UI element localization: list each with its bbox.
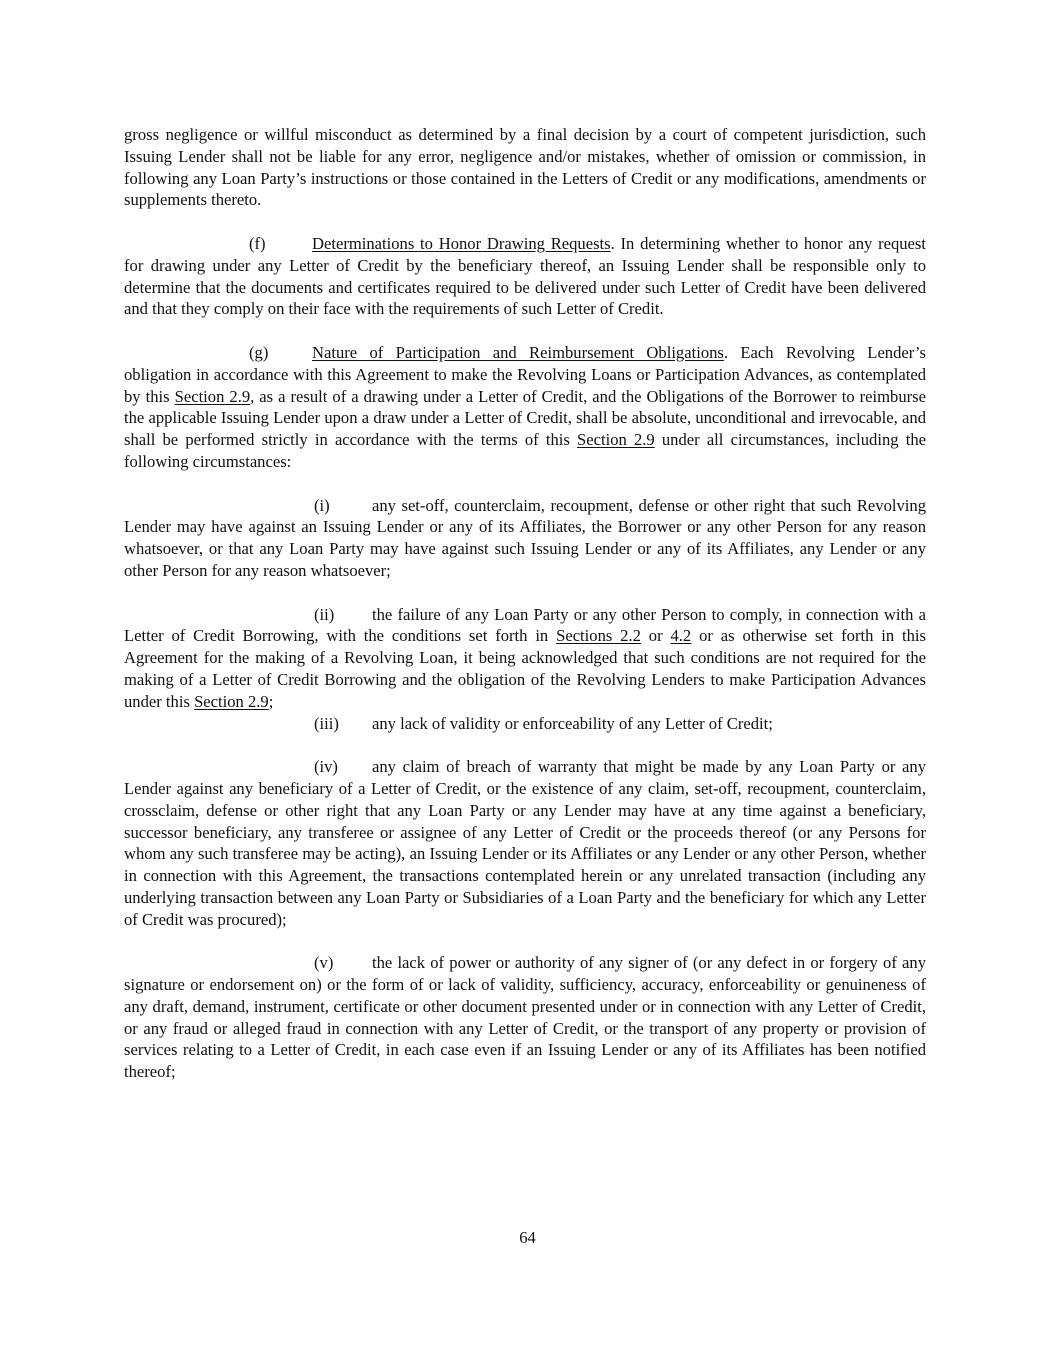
clause-iv-label: (iv) (314, 757, 338, 777)
clause-ii-ref-1: Sections 2.2 (556, 626, 641, 646)
paragraph-intro-text: gross negligence or willful misconduct as determined by a final decision by a court of competent jurisdiction, such Issuing Lender shall not be liable for any error, negligence and/or mistakes, whether of omission or commission, in following any Loan Party’s instructions or those contained in the Letters of Credit or any modifications, amendments or supplements thereto. (124, 125, 926, 210)
document-body (124, 124, 926, 1083)
section-f-heading: Determinations to Honor Drawing Requests (312, 233, 611, 253)
section-g-ref-1: Section 2.9 (174, 386, 251, 406)
clause-ii-ref-2: 4.2 (670, 626, 692, 646)
section-g (124, 342, 926, 473)
clause-iii (124, 713, 926, 735)
section-g-text-3: under all circumstances, including the following circumstances: (124, 430, 927, 471)
clause-ii (124, 604, 926, 713)
paragraph-intro (124, 124, 926, 211)
section-g-text-1: . Each Revolving Lender’s obligation in accordance with this Agreement to make the Revolving Loans or Participation Advances, as contemplated by this (124, 342, 926, 406)
clause-iv-text: any claim of breach of warranty that might be made by any Loan Party or any Lender against any beneficiary of a Letter of Credit, or the existence of any claim, set-off, recoupment, counterclaim, crossclaim, defense or other right that any Loan Party or any Lender may have at any time against a beneficiary, successor beneficiary, any transferee or assignee of any Letter of Credit or the proceeds thereof (or any Persons for whom any such transferee may be acting), an Issuing Lender or its Affiliates or any Lender or any other Person, whether in connection with this Agreement, the transactions contemplated herein or any unrelated transaction (including any underlying transaction between any Loan Party or Subsidiaries of a Loan Party and the beneficiary for which any Letter of Credit was procured); (124, 757, 926, 929)
clause-iv (124, 756, 926, 930)
clause-ii-text-2: or (640, 626, 671, 646)
clause-ii-text-3: or as otherwise set forth in this Agreement for the making of a Revolving Loan, it being acknowledged that such conditions are not required for the making of a Letter of Credit Borrowing and the obligation of the Revolving Lenders to make Participation Advances under this (124, 626, 926, 711)
clause-v-text: the lack of power or authority of any signer of (or any defect in or forgery of any signature or endorsement on) or the form of or lack of validity, sufficiency, accuracy, enforceability or genuineness of any draft, demand, instrument, certificate or other document presented under or in connection with any Letter of Credit, or any fraud or alleged fraud in connection with any Letter of Credit, or the transport of any property or provision of services relating to a Letter of Credit, in each case even if an Issuing Lender or any of its Affiliates has been notified thereof; (124, 953, 926, 1082)
clause-ii-label: (ii) (314, 604, 335, 624)
clause-ii-text-1: the failure of any Loan Party or any other Person to comply, in connection with a Letter of Credit Borrowing, with the conditions set forth in (124, 604, 926, 646)
clause-iii-text: any lack of validity or enforceability of any Letter of Credit; (372, 713, 773, 733)
section-f-label: (f) (249, 233, 266, 253)
clause-ii-text-4: ; (268, 691, 274, 711)
page-number: 64 (519, 1228, 536, 1247)
section-g-label: (g) (249, 342, 269, 362)
clause-i-text: any set-off, counterclaim, recoupment, defense or other right that such Revolving Lender may have against an Issuing Lender or any of its Affiliates, the Borrower or any other Person for any reason whatsoever, or that any Loan Party may have against such Issuing Lender or any of its Affiliates, any Lender or any other Person for any reason whatsoever; (124, 495, 926, 580)
clause-ii-ref-3: Section 2.9 (194, 691, 269, 711)
clause-iii-label: (iii) (314, 713, 339, 733)
section-g-text-2: , as a result of a drawing under a Letter of Credit, and the Obligations of the Borrower to reimburse the applicable Issuing Lender upon a draw under a Letter of Credit, shall be absolute, unconditional and irrevocable, and shall be performed strictly in accordance with the terms of this (124, 386, 926, 450)
clause-v-label: (v) (314, 953, 334, 973)
section-g-ref-2: Section 2.9 (577, 430, 655, 450)
clause-v (124, 952, 926, 1083)
clause-i-label: (i) (314, 495, 330, 515)
section-g-heading: Nature of Participation and Reimbursement Obligations (312, 342, 724, 362)
section-f-text: . In determining whether to honor any request for drawing under any Letter of Credit by the beneficiary thereof, an Issuing Lender shall be responsible only to determine that the documents and certificates required to be delivered under such Letter of Credit have been delivered and that they comply on their face with the requirements of such Letter of Credit. (124, 233, 926, 319)
clause-i (124, 495, 926, 582)
section-f (124, 233, 926, 320)
